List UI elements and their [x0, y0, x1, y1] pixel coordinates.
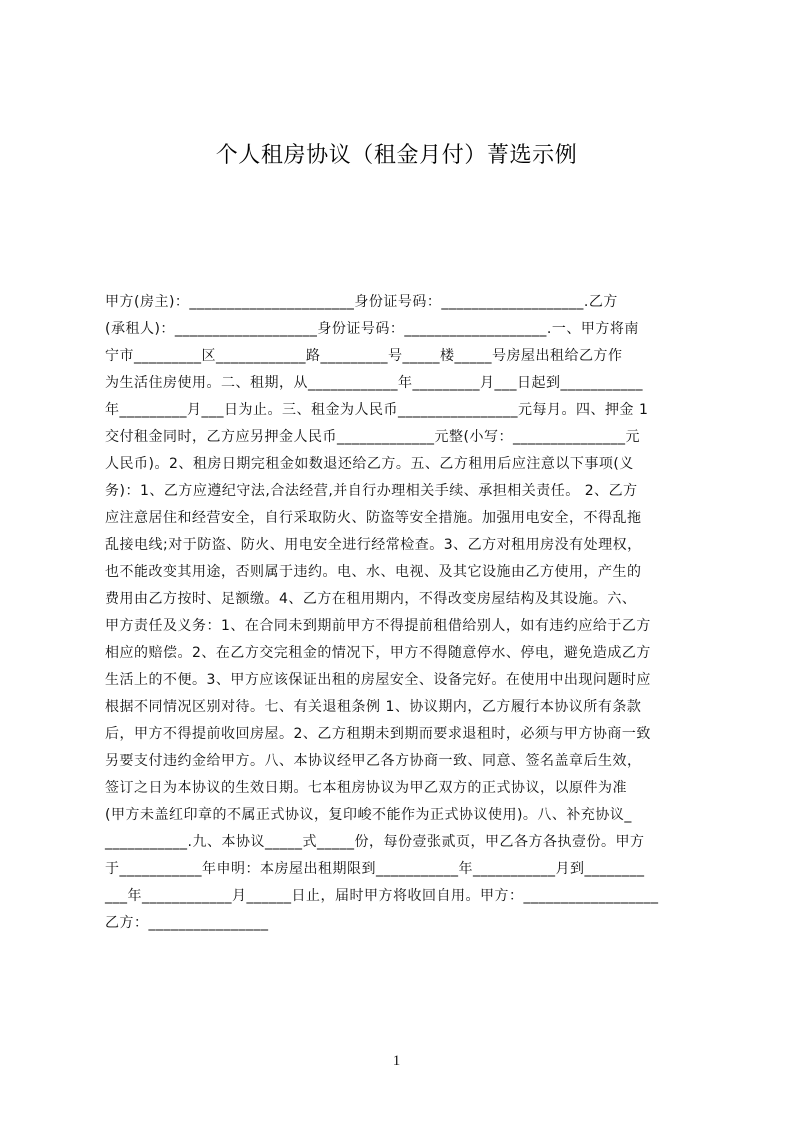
body-line: ___年____________月______日止，届时甲方将收回自用。甲方：__________________	[105, 888, 659, 904]
body-line: 另要支付违约金给甲方。八、本协议经甲乙各方协商一致、同意、签名盖章后生效，	[105, 753, 642, 769]
body-line: 应注意居住和经营安全，自行采取防火、防盗等安全措施。加强用电安全，不得乱拖	[105, 510, 642, 526]
body-line: 根据不同情况区别对待。七、有关退租条例 1、协议期内，乙方履行本协议所有条款	[105, 699, 642, 715]
body-line: 为生活住房使用。二、租期，从____________年_________月___日起到___________	[105, 375, 643, 391]
body-line: 年_________月___日为止。三、租金为人民币________________元每月。四、押金 1	[105, 402, 649, 418]
body-line: 交付租金同时，乙方应另押金人民币_____________元整(小写：_______________元	[105, 429, 640, 445]
body-line: 费用由乙方按时、足额缴。4、乙方在租用期内，不得改变房屋结构及其设施。六、	[105, 591, 637, 607]
body-line: 人民币)。2、租房日期完租金如数退还给乙方。五、乙方租用后应注意以下事项(义	[105, 456, 634, 472]
body-line: 于___________年申明：本房屋出租期限到___________年___________月到________	[105, 861, 645, 877]
body-line: 宁市_________区____________路_________号_____楼_____号房屋出租给乙方作	[105, 348, 623, 364]
body-line: ___________.九、本协议_____式_____份，每份壹张贰页，甲乙各方各执壹份。甲方	[105, 834, 645, 850]
body-line: 甲方责任及义务：1、在合同未到期前甲方不得提前租借给别人，如有违约应给于乙方	[105, 618, 651, 634]
body-line: 相应的赔偿。2、在乙方交完租金的情况下，甲方不得随意停水、停电，避免造成乙方	[105, 645, 651, 661]
body-line: 甲方(房主)：______________________身份证号码：___________________.乙方	[105, 294, 618, 310]
body-line: 后，甲方不得提前收回房屋。2、乙方租期未到期而要求退租时，必须与甲方协商一致	[105, 726, 651, 742]
body-line: (甲方未盖红印章的不属正式协议，复印峻不能作为正式协议使用)。八、补充协议_	[105, 807, 632, 823]
body-line: 乱接电线;对于防盗、防火、用电安全进行经常检查。3、乙方对租用房没有处理权，	[105, 537, 642, 553]
body-line: 乙方：________________	[105, 915, 269, 931]
body-line: 签订之日为本协议的生效日期。七本租房协议为甲乙双方的正式协议，以原件为准	[105, 780, 627, 796]
right-margin	[697, 280, 793, 940]
body-line: 也不能改变其用途，否则属于违约。电、水、电视、及其它设施由乙方使用，产生的	[105, 564, 642, 580]
body-line: 生活上的不便。3、甲方应该保证出租的房屋安全、设备完好。在使用中出现问题时应	[105, 672, 651, 688]
page-number: 1	[392, 1053, 401, 1069]
body-line: (承租人)：___________________身份证号码：___________________.一、甲方将南	[105, 321, 639, 337]
body-line: 务)：1、乙方应遵纪守法,合法经营,并自行办理相关手续、承担相关责任。 2、乙方	[105, 483, 638, 499]
page-title: 个人租房协议（租金月付）菁选示例	[215, 143, 578, 168]
